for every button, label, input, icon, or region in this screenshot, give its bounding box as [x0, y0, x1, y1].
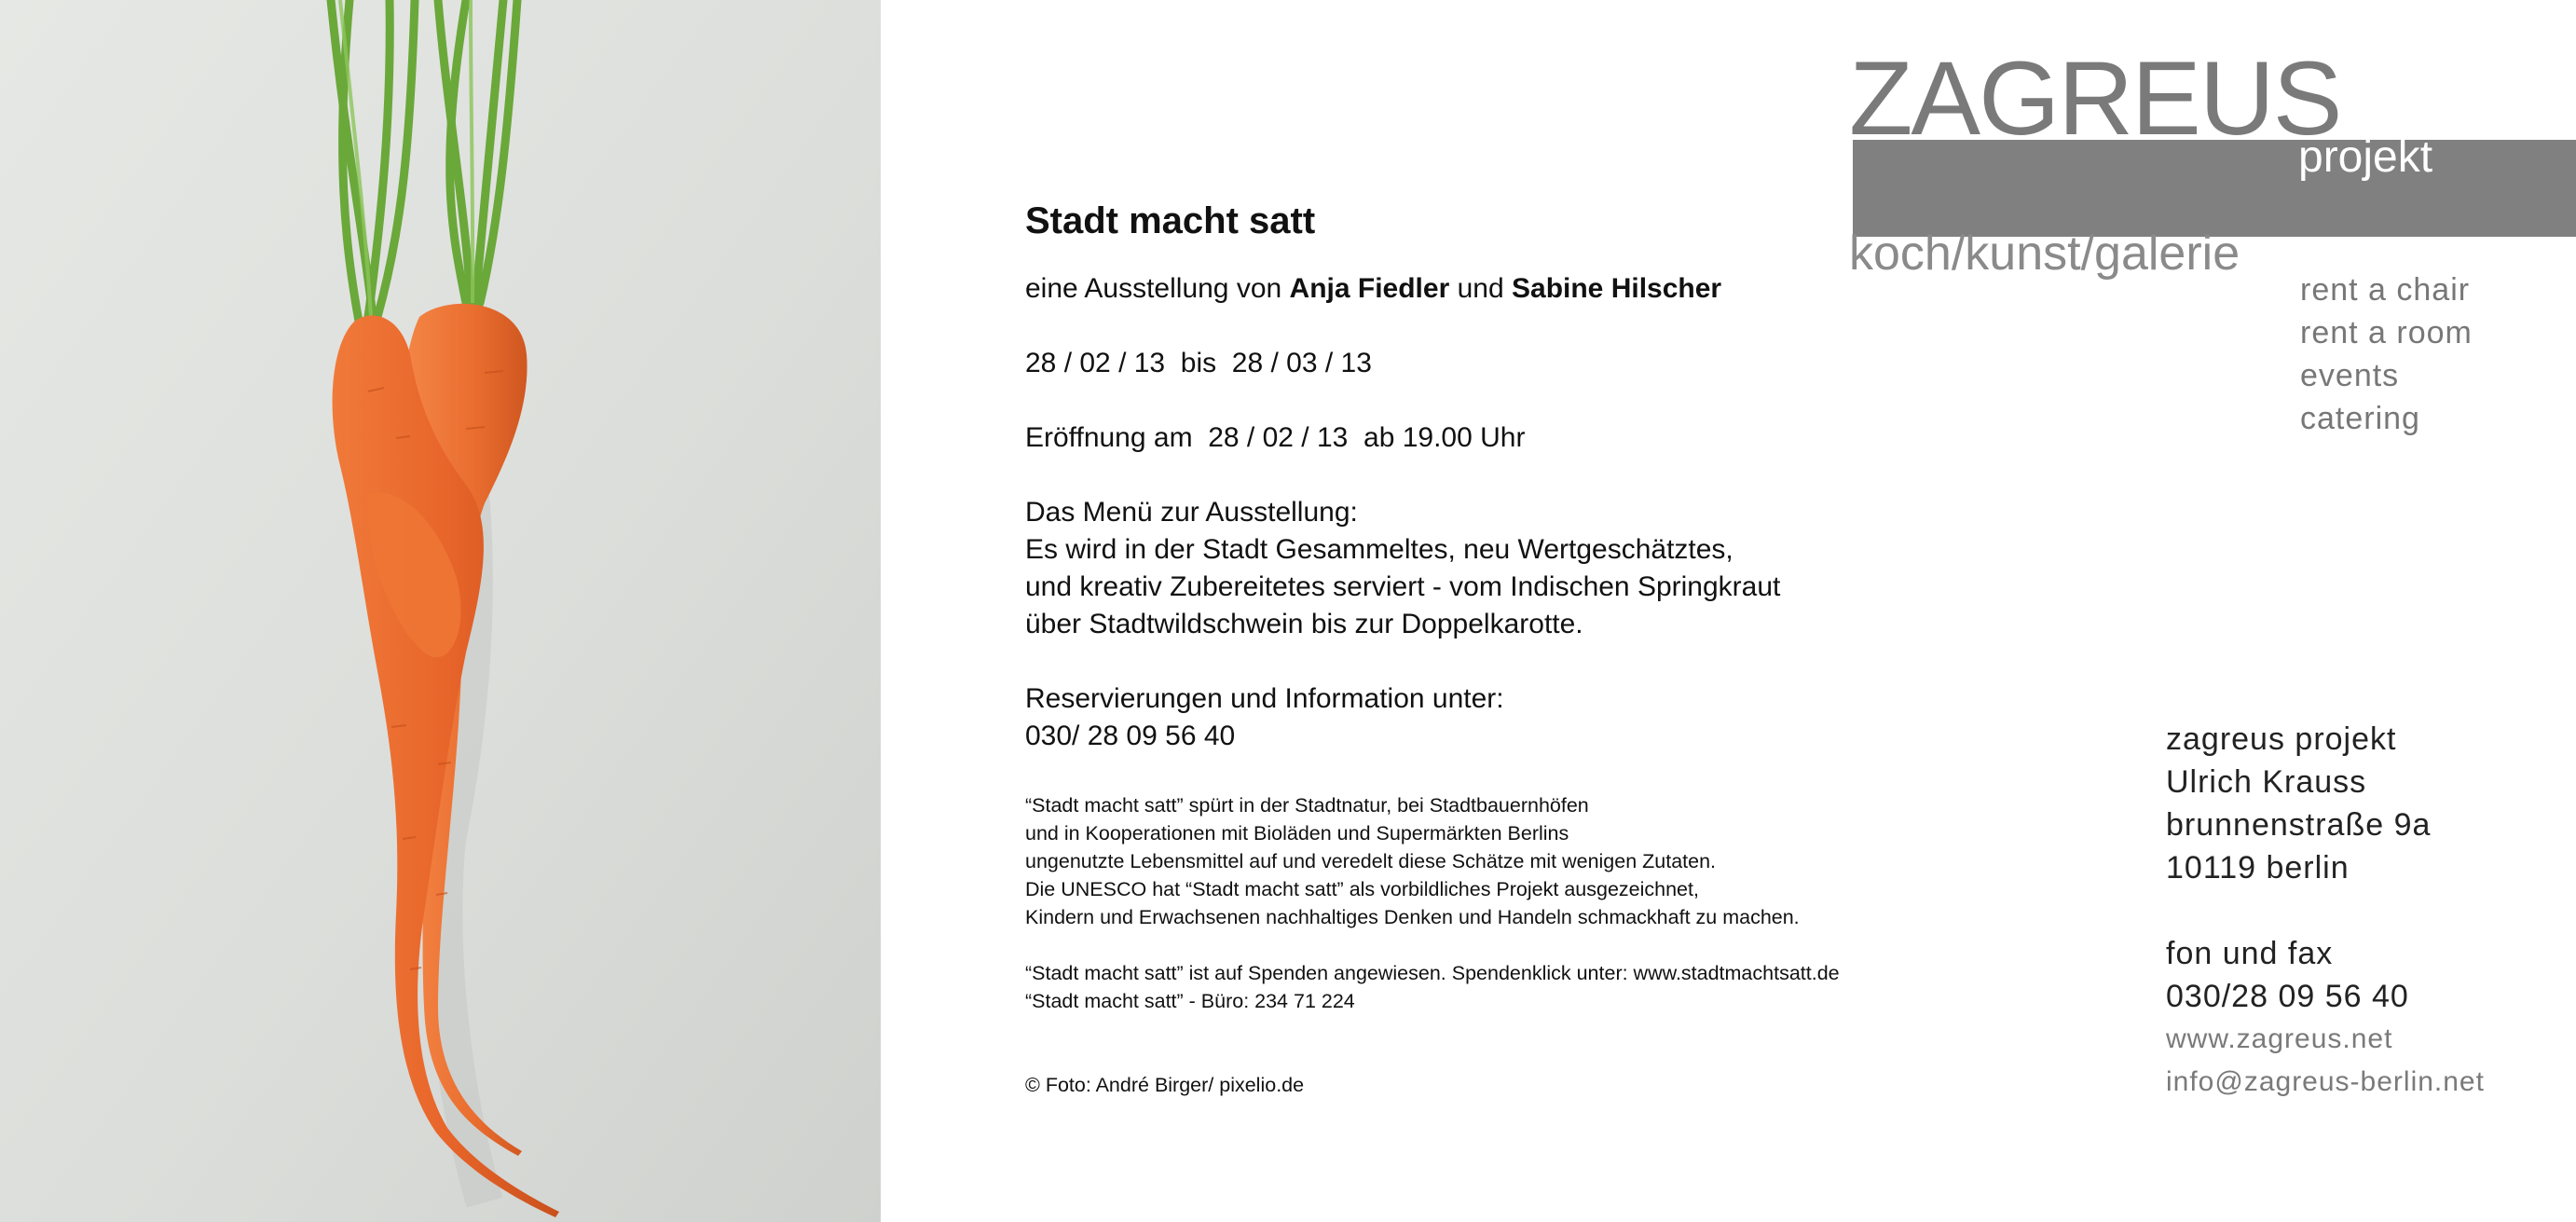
menu-line: Es wird in der Stadt Gesammeltes, neu Wertgeschätztes, [1025, 534, 1733, 565]
about-line: Die UNESCO hat “Stadt macht satt” als vorbildliches Projekt ausgezeichnet, [1025, 878, 1699, 900]
logo-sub: projekt [2298, 132, 2433, 182]
contact-city: 10119 berlin [2166, 850, 2350, 886]
email-link[interactable]: info@zagreus-berlin.net [2166, 1066, 2485, 1097]
contact-name: zagreus projekt [2166, 721, 2397, 757]
contact-block [2166, 718, 2485, 1104]
project-about [1025, 791, 1800, 931]
exhibition-subtitle [1025, 270, 1721, 308]
reservation-label: Reservierungen und Information unter: [1025, 683, 1504, 714]
service-item: rent a chair [2300, 272, 2471, 308]
service-item: events [2300, 358, 2400, 393]
about-line: “Stadt macht satt” spürt in der Stadtnatur, bei Stadtbauernhöfen [1025, 794, 1589, 817]
about-line: Kindern und Erwachsenen nachhaltiges Denken und Handeln schmackhaft zu machen. [1025, 906, 1800, 928]
service-item: catering [2300, 401, 2420, 436]
photo-credit: © Foto: André Birger/ pixelio.de [1025, 1074, 1305, 1096]
artist-name: Sabine Hilscher [1512, 273, 1722, 304]
subtitle-conjunction: und [1449, 273, 1512, 304]
donate-line: “Stadt macht satt” ist auf Spenden angewiesen. Spendenklick unter: www.stadtmachtsatt.de [1025, 962, 1840, 984]
services-list [2300, 268, 2473, 440]
logo-wordmark: ZAGREUS [1849, 40, 2341, 157]
menu-line: über Stadtwildschwein bis zur Doppelkarotte. [1025, 609, 1583, 639]
donate-line: “Stadt macht satt” - Büro: 234 71 224 [1025, 990, 1355, 1012]
artist-name: Anja Fiedler [1289, 273, 1450, 304]
donation-info [1025, 959, 1840, 1015]
subtitle-prefix: eine Ausstellung von [1025, 273, 1290, 304]
exhibition-title: Stadt macht satt [1025, 200, 1316, 241]
menu-description [1025, 494, 1780, 643]
service-item: rent a room [2300, 315, 2473, 350]
menu-line: Das Menü zur Ausstellung: [1025, 497, 1358, 528]
about-line: ungenutzte Lebensmittel auf und veredelt diese Schätze mit wenigen Zutaten. [1025, 850, 1717, 872]
contact-street: brunnenstraße 9a [2166, 807, 2432, 843]
menu-line: und kreativ Zubereitetes serviert - vom Indischen Springkraut [1025, 571, 1781, 602]
opening-date: Eröffnung am 28 / 02 / 13 ab 19.00 Uhr [1025, 422, 1526, 453]
reservation-info [1025, 680, 1504, 755]
contact-person: Ulrich Krauss [2166, 764, 2367, 800]
reservation-phone: 030/ 28 09 56 40 [1025, 721, 1236, 751]
phone-number: 030/28 09 56 40 [2166, 979, 2409, 1014]
carrot-photo [0, 0, 881, 1222]
logo-tagline: koch/kunst/galerie [1849, 227, 2240, 281]
website-link[interactable]: www.zagreus.net [2166, 1023, 2393, 1054]
about-line: und in Kooperationen mit Bioläden und Supermärkten Berlins [1025, 822, 1569, 844]
phone-label: fon und fax [2166, 936, 2334, 971]
exhibition-dates: 28 / 02 / 13 bis 28 / 03 / 13 [1025, 348, 1372, 378]
